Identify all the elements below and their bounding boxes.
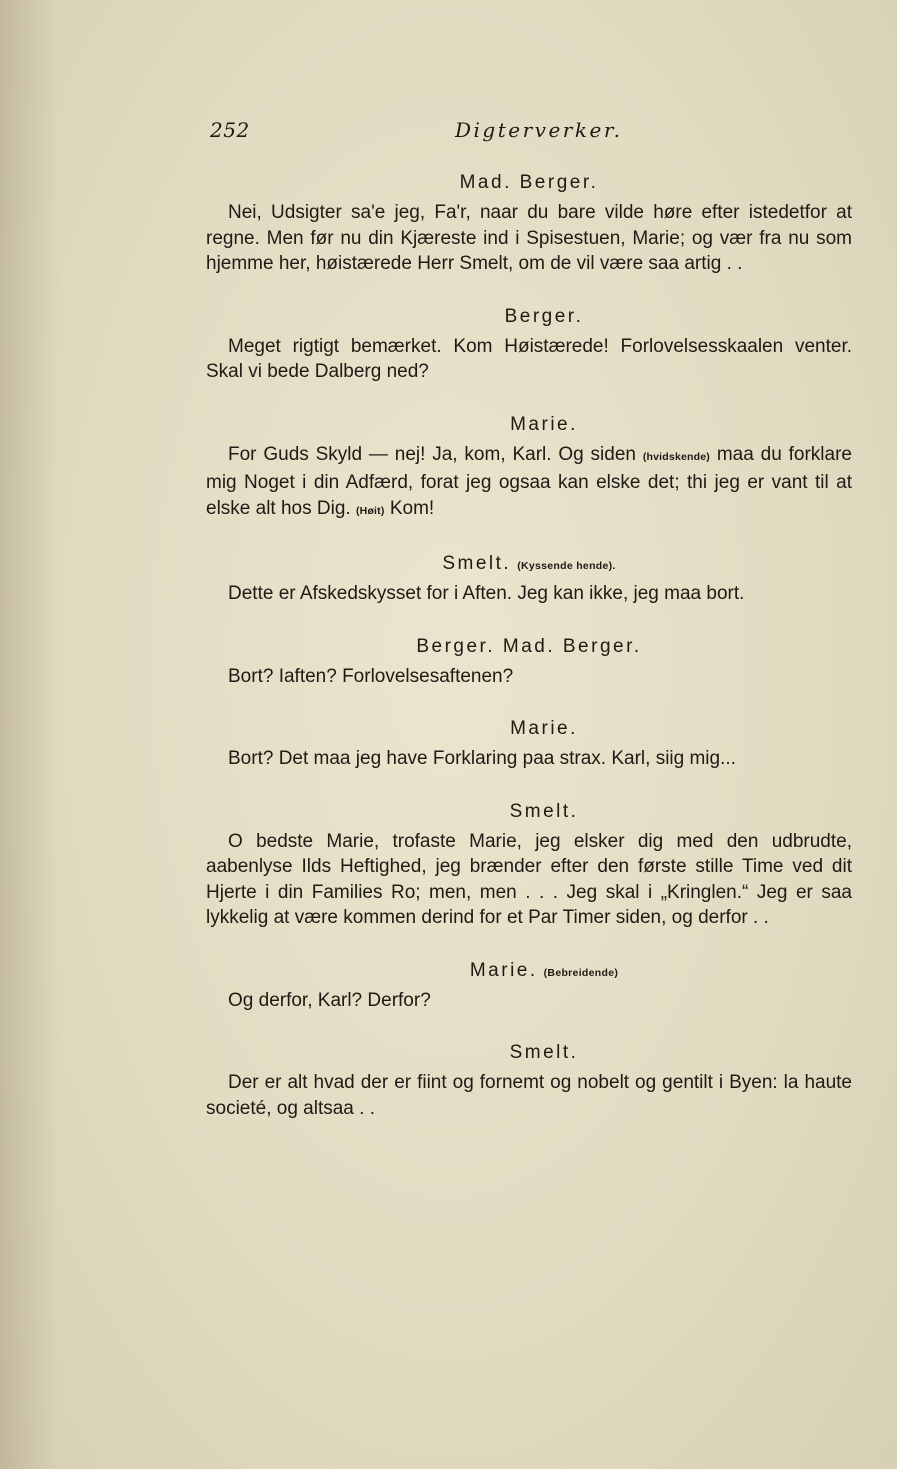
speaker-line <box>206 797 852 827</box>
speaker-name: Smelt. <box>442 553 512 574</box>
speech-text: Nei, Udsigter sa'e jeg, Fa'r, naar du bare vilde høre efter istedetfor at regne. Men før nu din Kjæreste ind i Spisestuen, Marie; og vær fra nu som hjemme her, høistærede Herr Smelt, om de vil være saa artig . . <box>206 202 852 274</box>
speech-block <box>206 302 852 385</box>
speech-fragment: For Guds Skyld — nej! Ja, kom, Karl. Og siden <box>228 443 643 465</box>
speaker-name: Mad. Berger. <box>459 172 599 193</box>
page-edge-shadow <box>0 0 60 1469</box>
speech-block <box>206 410 852 525</box>
speech-block <box>206 1038 852 1121</box>
speaker-line <box>206 302 852 332</box>
speech-block <box>206 168 852 277</box>
speaker-line <box>206 168 852 198</box>
running-head <box>210 118 850 148</box>
speaker-line <box>206 1038 852 1068</box>
speech-block <box>206 714 852 772</box>
speech-block <box>206 549 852 607</box>
play-text <box>206 168 852 1146</box>
speaker-name: Berger. <box>504 305 584 327</box>
speaker-name: Marie. <box>510 718 578 739</box>
speech-fragment: maa du forklare mig Noget i din Adfærd, forat jeg ogsaa kan elske det; thi jeg er vant til at elske alt hos Dig. <box>206 443 852 519</box>
speech-text: O bedste Marie, trofaste Marie, jeg elsker dig med den udbrudte, aabenlyse Ilds Heftighed, jeg brænder efter den første stille Time ved dit Hjerte i din Families Ro; men, men . . . Jeg skal i „Kringlen.“ Jeg er saa lykkelig at være kommen derind for et Par Timer siden, og derfor . . <box>206 830 852 928</box>
stage-direction: (Kyssende hende). <box>517 560 616 572</box>
page-number: 252 <box>210 118 250 142</box>
speaker-line <box>206 956 852 986</box>
speech-block <box>206 797 852 931</box>
speech-text: Bort? Det maa jeg have Forklaring paa strax. Karl, siig mig... <box>228 748 736 769</box>
speech-fragment: Kom! <box>384 497 435 519</box>
speaker-name: Smelt. <box>509 800 579 822</box>
speaker-line <box>206 410 852 440</box>
speech-block <box>206 632 852 690</box>
stage-direction: (Bebreidende) <box>543 966 619 979</box>
speaker-line <box>206 714 852 744</box>
speaker-name: Marie. <box>469 959 538 981</box>
running-title: Digterverker. <box>455 118 623 142</box>
speaker-line <box>206 549 852 579</box>
speech-text: Dette er Afskedskysset for i Aften. Jeg kan ikke, jeg maa bort. <box>228 583 745 604</box>
speaker-line <box>206 632 852 662</box>
speech-block <box>206 956 852 1014</box>
speech-text: Og derfor, Karl? Derfor? <box>228 989 431 1011</box>
speaker-name: Smelt. <box>509 1042 579 1063</box>
stage-direction: (Høit) <box>355 504 385 517</box>
speaker-name: Berger. Mad. Berger. <box>416 635 642 657</box>
speech-text: Meget rigtigt bemærket. Kom Høistærede! Forlovelsesskaalen venter. Skal vi bede Dalberg ned? <box>206 335 852 382</box>
speech-text <box>206 442 852 525</box>
speech-text: Bort? Iaften? Forlovelsesaftenen? <box>228 665 514 687</box>
speech-text: Der er alt hvad der er fiint og fornemt og nobelt og gentilt i Byen: la haute societé, og altsaa . . <box>206 1072 852 1119</box>
speaker-name: Marie. <box>510 413 578 435</box>
stage-direction: (hvidskende) <box>642 450 710 463</box>
